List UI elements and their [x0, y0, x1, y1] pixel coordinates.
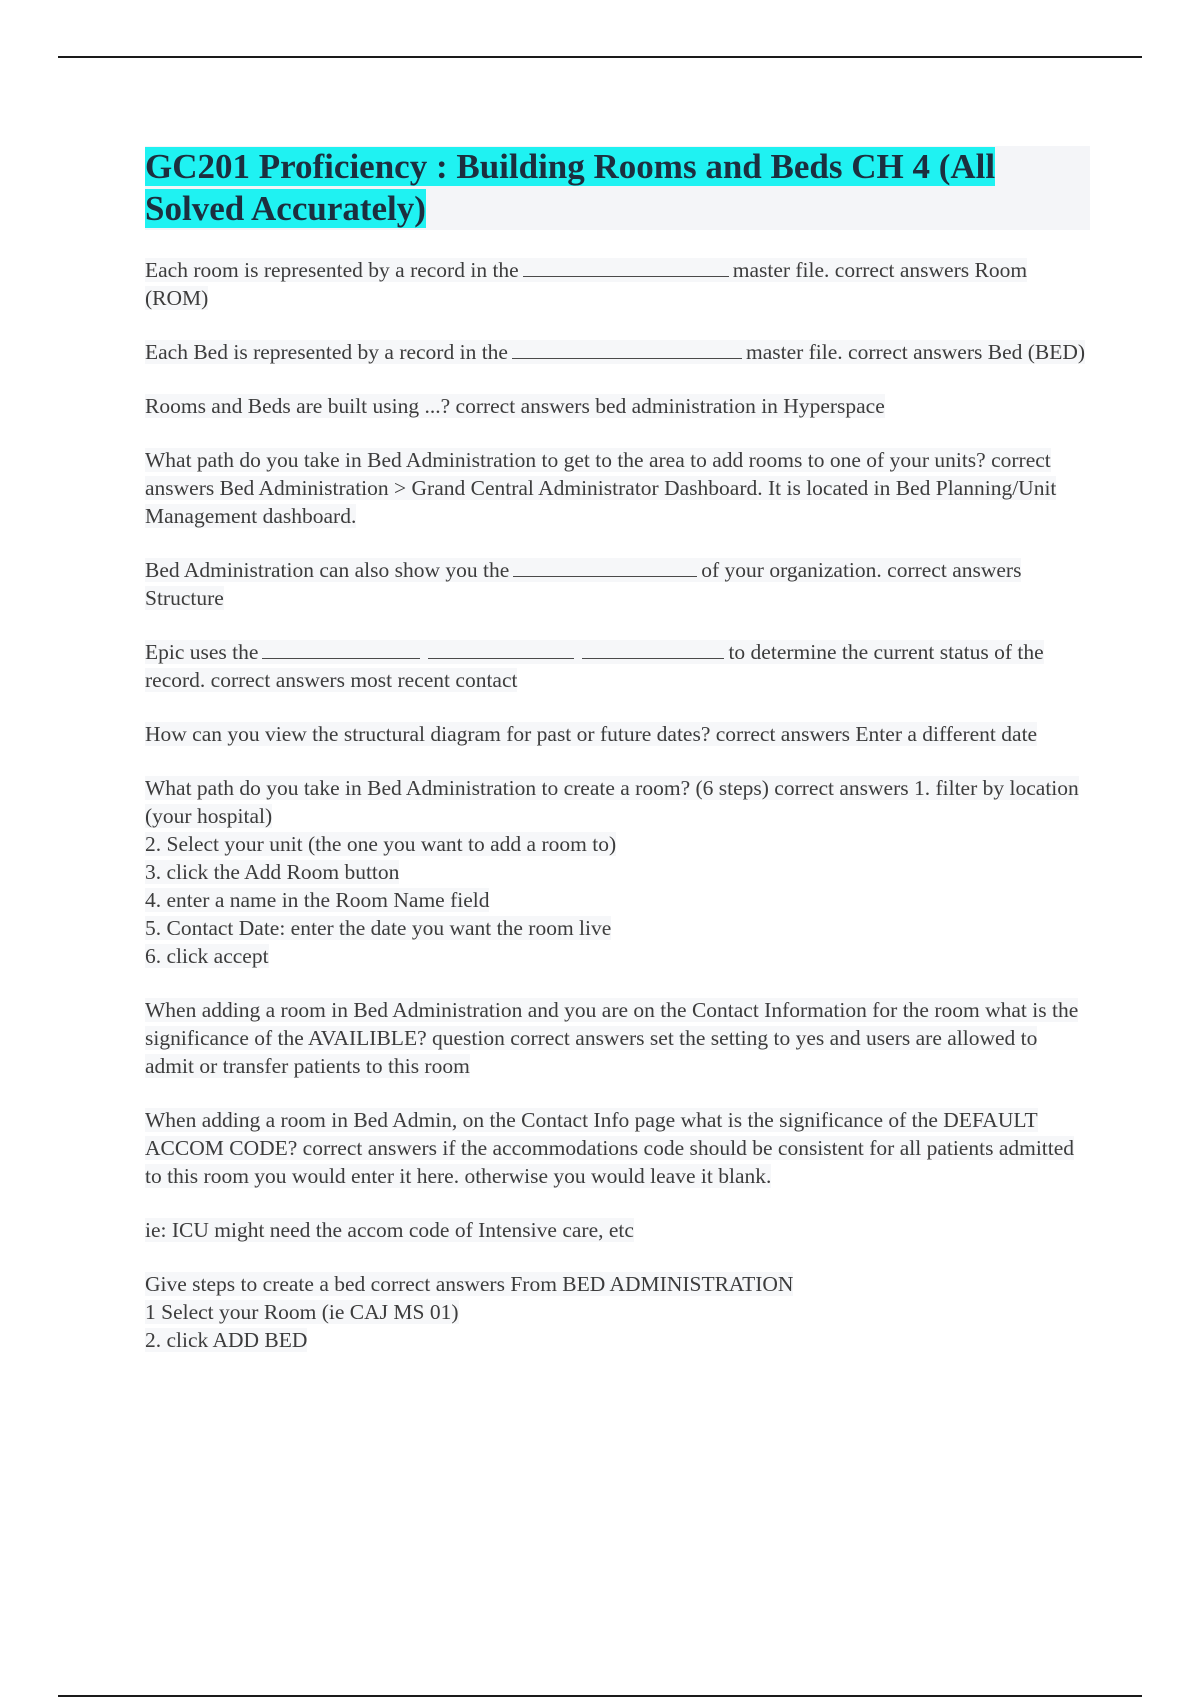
- qa-entry-structural-diagram: [145, 720, 1090, 748]
- qa-answer-part: to determine the current status of the record. correct answers most recent contact: [145, 640, 1044, 692]
- qa-entry-availible: [145, 996, 1090, 1080]
- answer-blank: [523, 256, 729, 277]
- header-rule: [58, 56, 1142, 58]
- answer-blank: [428, 638, 574, 659]
- qa-entry-built-using: [145, 392, 1090, 420]
- qa-text: What path do you take in Bed Administration to create a room? (6 steps) correct answers 1. filter by location (your hospital) 2. Select your unit (the one you want to add a room to) 3. click the Add Room button 4. enter a name in the Room Name field 5. Contact Date: enter the date you want the room live 6. click accept: [145, 776, 1079, 968]
- answer-blank: [513, 556, 697, 577]
- document-body: [145, 146, 1090, 1380]
- answer-blank: [512, 338, 742, 359]
- qa-entry-add-rooms-path: [145, 446, 1090, 530]
- qa-answer-part: master file. correct answers Room (ROM): [145, 258, 1028, 310]
- qa-text: Give steps to create a bed correct answers From BED ADMINISTRATION 1 Select your Room (ie CAJ MS 01) 2. click ADD BED: [145, 1272, 794, 1352]
- qa-answer-part: of your organization. correct answers Structure: [145, 558, 1022, 610]
- qa-question-part: Each room is represented by a record in the: [145, 258, 519, 282]
- qa-text: ie: ICU might need the accom code of Intensive care, etc: [145, 1218, 634, 1242]
- qa-text: Rooms and Beds are built using ...? correct answers bed administration in Hyperspace: [145, 394, 885, 418]
- qa-text: When adding a room in Bed Administration and you are on the Contact Information for the room what is the significance of the AVAILIBLE? question correct answers set the setting to yes and users are allowed to admit or transfer patients to this room: [145, 998, 1079, 1078]
- qa-text: [145, 640, 1044, 692]
- qa-text: When adding a room in Bed Admin, on the Contact Info page what is the significance of the DEFAULT ACCOM CODE? correct answers if the accommodations code should be consistent for all patients admitted to this room you would enter it here. otherwise you would leave it blank.: [145, 1108, 1075, 1188]
- qa-text: How can you view the structural diagram for past or future dates? correct answers Enter a different date: [145, 722, 1038, 746]
- answer-blank: [582, 638, 724, 659]
- qa-text: [145, 258, 1027, 310]
- qa-entry-icu-example: [145, 1216, 1090, 1244]
- qa-answer-part: master file. correct answers Bed (BED): [745, 340, 1086, 364]
- qa-question-part: Epic uses the: [145, 640, 259, 664]
- qa-question-part: Each Bed is represented by a record in the: [145, 340, 508, 364]
- answer-blank: [262, 638, 420, 659]
- title-block: [145, 146, 1090, 230]
- qa-entry-structure: [145, 556, 1090, 612]
- qa-entry-create-bed-steps: [145, 1270, 1090, 1354]
- qa-entry-default-accom-code: [145, 1106, 1090, 1190]
- qa-entry-create-room-steps: [145, 774, 1090, 970]
- qa-entry-bed-master-file: [145, 338, 1090, 366]
- qa-entry-current-status: [145, 638, 1090, 694]
- qa-entry-room-master-file: [145, 256, 1090, 312]
- qa-text: [145, 340, 1085, 364]
- qa-text: What path do you take in Bed Administration to get to the area to add rooms to one of your units? correct answers Bed Administration > Grand Central Administrator Dashboard. It is located in Bed Planning/Unit Management dashboard.: [145, 448, 1057, 528]
- document-title: [145, 146, 1045, 230]
- qa-question-part: Bed Administration can also show you the: [145, 558, 510, 582]
- qa-text: [145, 558, 1021, 610]
- footer-rule: [58, 1695, 1142, 1697]
- title-highlight: GC201 Proficiency : Building Rooms and Beds CH 4 (All Solved Accurately): [145, 147, 996, 228]
